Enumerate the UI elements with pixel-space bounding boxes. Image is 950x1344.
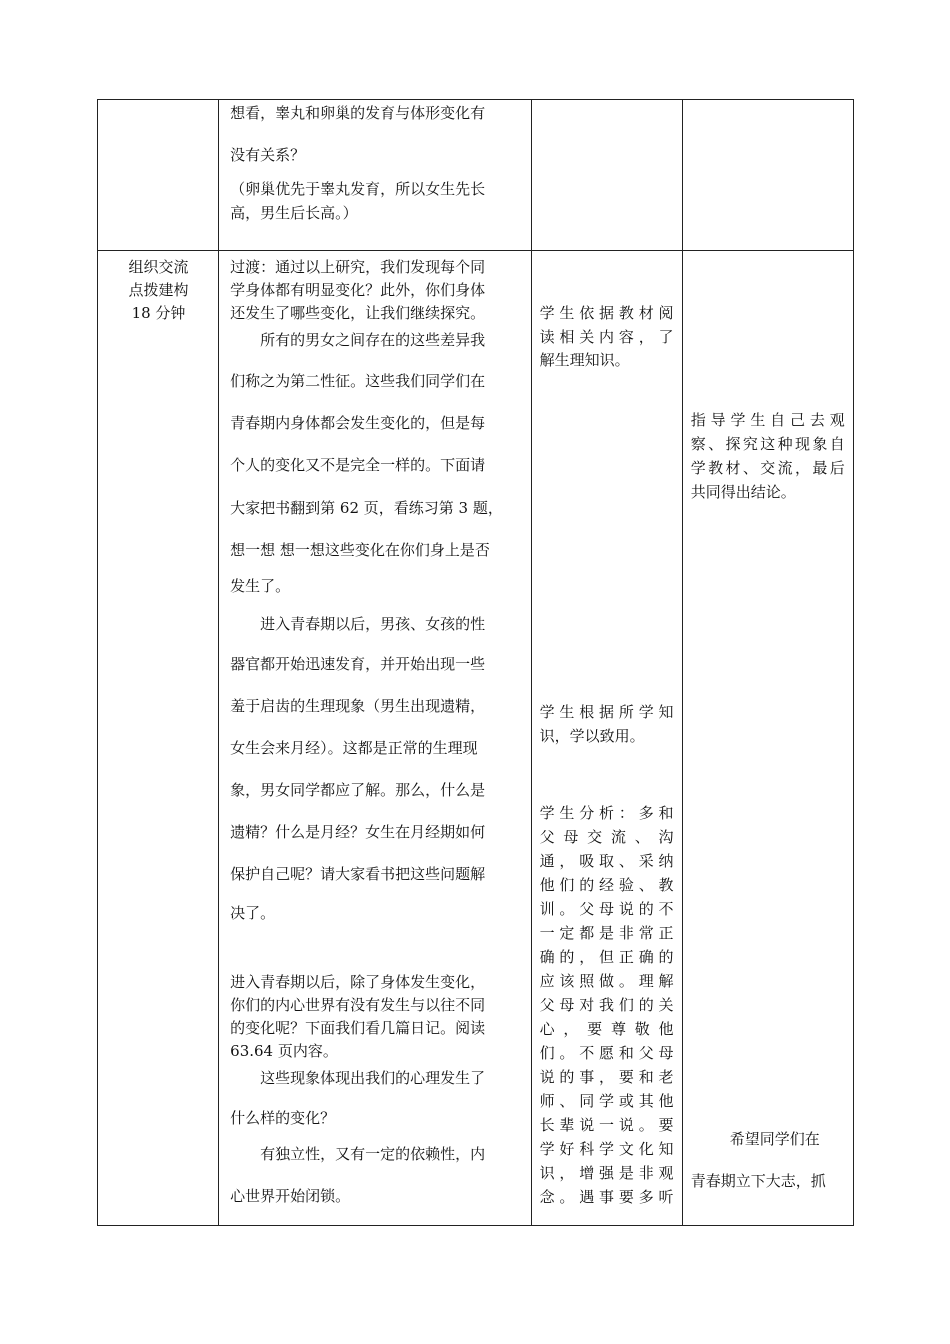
- content-line: 器官都开始迅速发育，并开始出现一些: [230, 655, 486, 673]
- content-line: 这些现象体现出我们的心理发生了: [260, 1069, 486, 1087]
- content-line: 什么样的变化？: [230, 1109, 336, 1127]
- content-line: 有独立性，又有一定的依赖性，内: [260, 1145, 486, 1163]
- content-line: 没有关系？: [230, 146, 306, 164]
- student-line: 识，增强是非观: [539, 1164, 674, 1182]
- student-line: 学生依据教材阅: [539, 304, 674, 322]
- content-line: 的变化呢？下面我们看几篇日记。阅读: [230, 1019, 486, 1037]
- stage-label: 组织交流: [128, 258, 189, 276]
- student-line: 父母交流、沟: [539, 828, 674, 846]
- student-line: 确的，但正确的: [539, 948, 674, 966]
- content-line: 大家把书翻到第 62 页，看练习第 3 题，: [230, 499, 503, 517]
- student-line: 学生根据所学知: [539, 703, 674, 721]
- stage-cell: [98, 251, 219, 1226]
- student-line: 们。不愿和父母: [539, 1044, 674, 1062]
- student-line: 师、同学或其他: [539, 1092, 674, 1110]
- stage-duration: 18 分钟: [131, 304, 186, 322]
- student-line: 解生理知识。: [539, 351, 630, 369]
- content-line: 们称之为第二性征。这些我们同学们在: [230, 372, 486, 390]
- content-line: 遗精？什么是月经？女生在月经期如何: [230, 823, 486, 841]
- content-line: 63.64 页内容。: [230, 1042, 338, 1060]
- content-line: 发生了。: [230, 577, 291, 595]
- student-line: 识，学以致用。: [539, 727, 645, 745]
- content-line: 高，男生后长高。）: [230, 204, 358, 222]
- design-intent-cell: [682, 100, 853, 251]
- student-line: 长辈说一说。要: [539, 1116, 674, 1134]
- content-line: 还发生了哪些变化，让我们继续探究。: [230, 304, 486, 322]
- student-line: 说的事，要和老: [539, 1068, 674, 1086]
- student-line: 应该照做。理解: [539, 972, 674, 990]
- content-line: 所有的男女之间存在的这些差异我: [260, 331, 486, 349]
- content-line: 学身体都有明显变化？此外，你们身体: [230, 281, 486, 299]
- content-line: 过渡：通过以上研究，我们发现每个同: [230, 258, 486, 276]
- design-line: 察、探究这种现象自: [690, 435, 845, 453]
- content-line: 进入青春期以后，除了身体发生变化，: [230, 973, 486, 991]
- student-line: 心，要尊敬他: [539, 1020, 674, 1038]
- student-line: 他们的经验、教: [539, 876, 674, 894]
- student-activity-cell: [531, 251, 682, 1226]
- student-line: 学好科学文化知: [539, 1140, 674, 1158]
- student-activity-cell: [531, 100, 682, 251]
- content-line: 决了。: [230, 904, 276, 922]
- student-line: 通，吸取、采纳: [539, 852, 674, 870]
- content-line: 女生会来月经）。这都是正常的生理现: [230, 739, 478, 757]
- content-line: 象，男女同学都应了解。那么，什么是: [230, 781, 486, 799]
- content-line: 进入青春期以后，男孩、女孩的性: [260, 615, 486, 633]
- stage-cell: [98, 100, 219, 251]
- table-row: [98, 100, 854, 251]
- design-line: 青春期立下大志，抓: [690, 1172, 826, 1190]
- content-line: 羞于启齿的生理现象（男生出现遗精，: [230, 697, 486, 715]
- table-row: [98, 251, 854, 1226]
- content-line: 心世界开始闭锁。: [230, 1187, 351, 1205]
- content-line: 你们的内心世界有没有发生与以往不同: [230, 996, 486, 1014]
- student-line: 念。遇事要多听: [539, 1188, 674, 1206]
- student-line: 训。父母说的不: [539, 900, 674, 918]
- student-line: 一定都是非常正: [539, 924, 674, 942]
- lesson-plan-table: [97, 99, 854, 1226]
- student-line: 读相关内容，了: [539, 328, 674, 346]
- stage-label: 点拨建构: [128, 281, 189, 299]
- design-line: 共同得出结论。: [690, 483, 796, 501]
- design-line: 指导学生自己去观: [690, 411, 845, 429]
- teaching-content-cell: [219, 251, 531, 1226]
- content-line: （卵巢优先于睾丸发育，所以女生先长: [230, 180, 486, 198]
- teaching-content-cell: [219, 100, 531, 251]
- content-line: 个人的变化又不是完全一样的。下面请: [230, 456, 486, 474]
- student-line: 父母对我们的关: [539, 996, 674, 1014]
- student-line: 学生分析：多和: [539, 804, 674, 822]
- design-line: 学教材、交流，最后: [690, 459, 845, 477]
- content-line: 保护自己呢？请大家看书把这些问题解: [230, 865, 486, 883]
- design-intent-cell: [682, 251, 853, 1226]
- content-line: 想一想 想一想这些变化在你们身上是否: [230, 541, 490, 559]
- design-line: 希望同学们在: [729, 1130, 820, 1148]
- content-line: 青春期内身体都会发生变化的，但是每: [230, 414, 486, 432]
- content-line: 想看，睾丸和卵巢的发育与体形变化有: [230, 104, 486, 122]
